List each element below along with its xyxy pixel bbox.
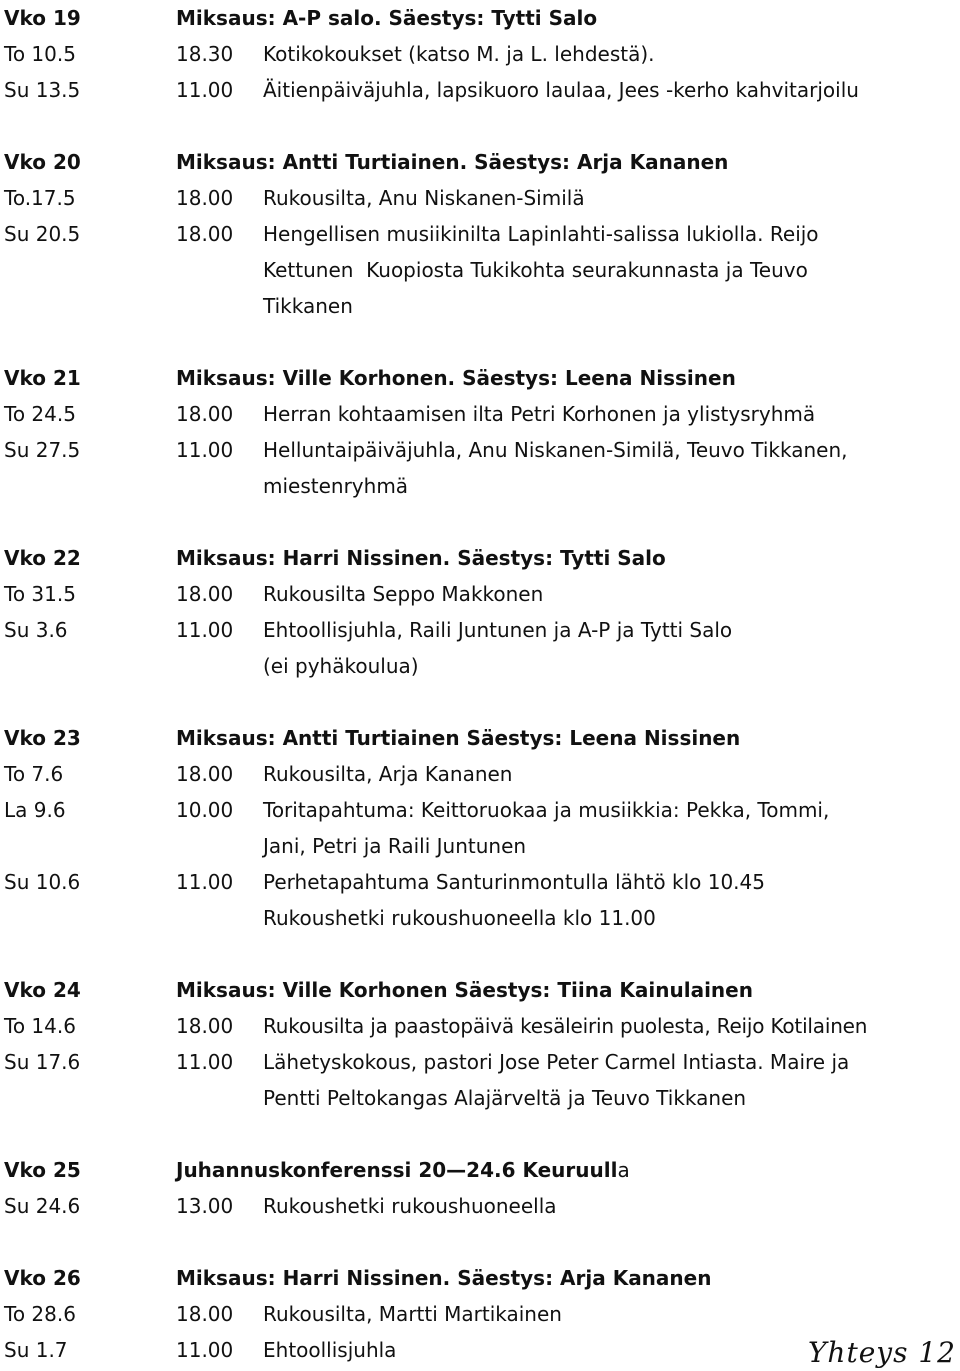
event-day: To 28.6 — [4, 1302, 76, 1326]
week-block — [4, 972, 954, 1116]
week-header-row — [4, 972, 954, 1008]
week-label: Vko 25 — [4, 1158, 81, 1182]
event-row — [4, 216, 954, 324]
event-time: 10.00 — [176, 798, 234, 822]
event-time: 11.00 — [176, 1338, 234, 1362]
week-header-row — [4, 144, 954, 180]
week-header-row — [4, 540, 954, 576]
week-header: Miksaus: Ville Korhonen Säestys: Tiina Kainulainen — [176, 978, 753, 1002]
event-text: Äitienpäiväjuhla, lapsikuoro laulaa, Jees -kerho kahvitarjoilu — [263, 78, 859, 102]
week-header: Miksaus: Harri Nissinen. Säestys: Tytti Salo — [176, 546, 666, 570]
week-header-row — [4, 720, 954, 756]
event-text: Hengellisen musiikinilta Lapinlahti-salissa lukiolla. Reijo Kettunen Kuopiosta Tukikohta seurakunnasta ja Teuvo Tikkanen — [263, 222, 819, 318]
event-text: Perhetapahtuma Santurinmontulla lähtö klo 10.45 Rukoushetki rukoushuoneella klo 11.00 — [263, 870, 765, 930]
week-block — [4, 1152, 954, 1224]
event-day: Su 27.5 — [4, 438, 81, 462]
week-label: Vko 24 — [4, 978, 81, 1002]
week-block — [4, 360, 954, 504]
week-header: Miksaus: Antti Turtiainen. Säestys: Arja Kananen — [176, 150, 729, 174]
event-text: Rukoushetki rukoushuoneella — [263, 1194, 557, 1218]
week-header: Miksaus: A-P salo. Säestys: Tytti Salo — [176, 6, 598, 30]
week-label: Vko 21 — [4, 366, 81, 390]
week-header-wrap — [176, 1152, 954, 1188]
week-block — [4, 0, 954, 108]
event-time: 18.00 — [176, 402, 234, 426]
event-day: To.17.5 — [4, 186, 76, 210]
week-header: Miksaus: Harri Nissinen. Säestys: Arja Kananen — [176, 1266, 712, 1290]
event-time: 18.00 — [176, 186, 234, 210]
event-time: 11.00 — [176, 618, 234, 642]
event-time: 18.00 — [176, 762, 234, 786]
event-row — [4, 576, 954, 612]
event-row — [4, 396, 954, 432]
event-row — [4, 612, 954, 684]
schedule — [4, 0, 954, 1368]
event-time: 11.00 — [176, 78, 234, 102]
event-day: To 14.6 — [4, 1014, 76, 1038]
event-day: Su 24.6 — [4, 1194, 81, 1218]
week-header: Juhannuskonferenssi 20—24.6 Keuruull — [176, 1158, 618, 1182]
event-text: Rukousilta, Martti Martikainen — [263, 1302, 562, 1326]
event-text: Kotikokoukset (katso M. ja L. lehdestä). — [263, 42, 655, 66]
week-header-row — [4, 0, 954, 36]
event-row — [4, 432, 954, 504]
week-label: Vko 26 — [4, 1266, 81, 1290]
event-day: Su 17.6 — [4, 1050, 81, 1074]
event-day: La 9.6 — [4, 798, 66, 822]
event-day: To 31.5 — [4, 582, 76, 606]
week-label: Vko 19 — [4, 6, 81, 30]
event-day: To 24.5 — [4, 402, 76, 426]
event-day: To 10.5 — [4, 42, 76, 66]
event-text: Ehtoollisjuhla, Raili Juntunen ja A-P ja Tytti Salo (ei pyhäkoulua) — [263, 618, 733, 678]
event-row — [4, 864, 954, 936]
event-text: Helluntaipäiväjuhla, Anu Niskanen-Similä, Teuvo Tikkanen, miestenryhmä — [263, 438, 848, 498]
event-time: 13.00 — [176, 1194, 234, 1218]
event-day: To 7.6 — [4, 762, 64, 786]
week-block — [4, 720, 954, 936]
event-row — [4, 1008, 954, 1044]
week-header: Miksaus: Antti Turtiainen Säestys: Leena Nissinen — [176, 726, 741, 750]
event-day: Su 10.6 — [4, 870, 81, 894]
event-time: 18.00 — [176, 1014, 234, 1038]
event-text: Rukousilta, Anu Niskanen-Similä — [263, 186, 585, 210]
event-row — [4, 792, 954, 864]
week-label: Vko 22 — [4, 546, 81, 570]
event-time: 18.00 — [176, 1302, 234, 1326]
event-time: 18.30 — [176, 42, 234, 66]
event-text: Toritapahtuma: Keittoruokaa ja musiikkia: Pekka, Tommi, Jani, Petri ja Raili Juntunen — [263, 798, 830, 858]
event-row — [4, 36, 954, 72]
event-row — [4, 1188, 954, 1224]
event-time: 18.00 — [176, 582, 234, 606]
event-row — [4, 72, 954, 108]
event-day: Su 13.5 — [4, 78, 81, 102]
week-label: Vko 23 — [4, 726, 81, 750]
event-text: Rukousilta Seppo Makkonen — [263, 582, 544, 606]
event-row — [4, 1296, 954, 1332]
event-row — [4, 1044, 954, 1116]
event-time: 11.00 — [176, 438, 234, 462]
event-text: Herran kohtaamisen ilta Petri Korhonen ja ylistysryhmä — [263, 402, 816, 426]
week-header-row — [4, 1260, 954, 1296]
week-header-row — [4, 360, 954, 396]
event-text: Lähetyskokous, pastori Jose Peter Carmel Intiasta. Maire ja Pentti Peltokangas Alajärveltä ja Teuvo Tikkanen — [263, 1050, 850, 1110]
week-header-row — [4, 1152, 954, 1188]
event-row — [4, 756, 954, 792]
page-signature: Yhteys 12 — [807, 1336, 956, 1369]
event-text: Ehtoollisjuhla — [263, 1338, 397, 1362]
week-header-tail: a — [617, 1158, 630, 1182]
event-row — [4, 180, 954, 216]
event-day: Su 3.6 — [4, 618, 68, 642]
week-header: Miksaus: Ville Korhonen. Säestys: Leena Nissinen — [176, 366, 736, 390]
event-text: Rukousilta ja paastopäivä kesäleirin puolesta, Reijo Kotilainen — [263, 1014, 868, 1038]
event-text: Rukousilta, Arja Kananen — [263, 762, 513, 786]
event-time: 18.00 — [176, 222, 234, 246]
event-day: Su 20.5 — [4, 222, 81, 246]
event-time: 11.00 — [176, 1050, 234, 1074]
week-block — [4, 144, 954, 324]
week-label: Vko 20 — [4, 150, 81, 174]
event-day: Su 1.7 — [4, 1338, 68, 1362]
event-time: 11.00 — [176, 870, 234, 894]
week-block — [4, 540, 954, 684]
